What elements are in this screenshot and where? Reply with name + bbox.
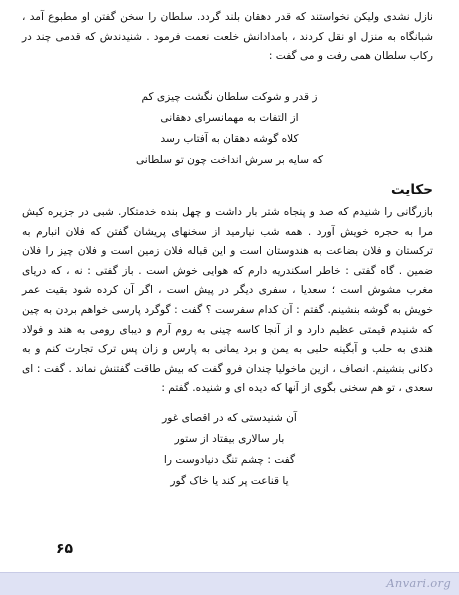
paragraph-2-text: بازرگانی را شنیدم که صد و پنجاه شتر بار داشت و چهل بنده خدمتکار. شبی در جزیره کیش مرا به حجره خویش آورد . همه شب نیارمید از سخنهای پریشان گفتن که فلان انبارم به ترکستان و فلان بضاعت به هندوستان است و این قباله فلان زمین است و فلان چیز را فلان ضمین . گاه گفتی : خاطر اسکندریه دارم که هوایی خوش است . باز گفتی : نه ، که دریای مغرب مشوش است ؛ سعدیا ، سفری دیگر در پیش است ، اگر آن کرده شود بقیت عمر خویش به گوشه بنشینم. گفتم : آن کدام سفرست ؟ گفت : گوگرد پارسی خواهم بردن به چین که شنیدم قیمتی عظیم دارد و از آنجا کاسه چینی به روم آرم و دیبای رومی به هند و فولاد هندی به حلب و آبگینه حلبی به یمن و برد یمانی به پارس و زان پس ترک تجارت کنم و به دکانی بنشینم. انصاف ، ازین ماخولیا چندان فرو گفت که بیش طاقت گفتنش نماند . گفت : ای سعدی ، تو هم سخنی بگوی از آنها که دیده ای و شنیده. گفتم : [22, 206, 433, 395]
site-watermark[interactable]: Anvari.org [386, 576, 451, 590]
verse-2 [0, 408, 459, 492]
verse-2-line-2: بار سالاری بیفتاد از ستور [174, 433, 285, 445]
verse-2-line-3: گفت : چشم تنگ دنیادوست را [163, 454, 296, 466]
verse-1 [0, 87, 459, 171]
verse-1-line-3: کلاه گوشه دهقان به آفتاب رسد [160, 133, 299, 145]
section-heading: حکایت [390, 182, 433, 198]
verse-1-line-1: ز قدر و شوکت سلطان نگشت چیزی کم [141, 91, 318, 103]
paragraph-1-text: نازل نشدی ولیکن نخواستند که قدر دهقان بلند گردد. سلطان را سخن گفتن او مطبوع آمد ، شبانگاه به منزل او نقل کردند ، بامدادانش خلعت نعمت فرمود . شنیدندش که قدمی چند در رکاب سلطان همی رفت و می گفت : [22, 11, 433, 63]
paragraph-1 [22, 8, 433, 67]
footer-bar [0, 572, 459, 595]
verse-1-line-2: از التفات به مهمانسرای دهقانی [160, 112, 299, 124]
paragraph-2 [22, 203, 433, 399]
page-number: ۶۵ [56, 541, 74, 557]
verse-2-line-4: یا قناعت پر کند یا خاک گور [170, 475, 289, 487]
verse-1-line-4: که سایه بر سرش انداخت چون تو سلطانی [135, 154, 324, 166]
verse-2-line-1: آن شنیدستی که در اقصای غور [162, 412, 297, 424]
